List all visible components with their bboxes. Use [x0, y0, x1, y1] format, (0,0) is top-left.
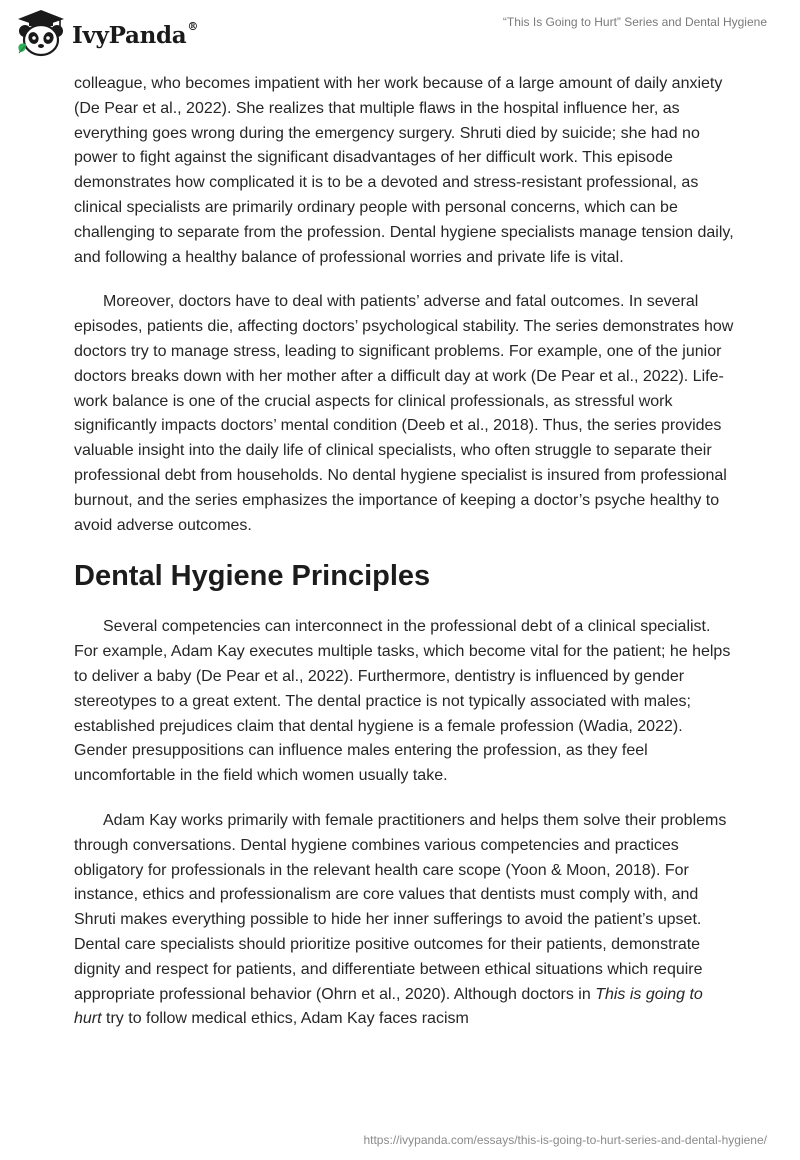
- section-heading: Dental Hygiene Principles: [74, 560, 431, 593]
- paragraph-3: Several competencies can interconnect in the professional debt of a clinical specialist. For example, Adam Kay executes multiple tasks, which become vital for the patient; he helps to deliver a baby (De Pear et al., 2022). Furthermore, dentistry is influenced by gender stereotypes to a great extent. The dental practice is not typically associated with males; established prejudices claim that dental hygiene is a female profession (Wadia, 2022). Gender presuppositions can influence males entering the profession, as they feel uncomfortable in the field which women usually take.: [74, 618, 731, 785]
- document-title: “This Is Going to Hurt” Series and Dental Hygiene: [502, 15, 767, 29]
- logo-wordmark: IvyPanda®: [72, 19, 199, 49]
- paragraph-4-text-a: Adam Kay works primarily with female practitioners and helps them solve their problems through conversations. Dental hygiene combines various competencies and practices obligatory for professionals in the relevant health care scope (Yoon & Moon, 2018). For instance, ethics and professionalism are core values that dentists must comply with, and Shruti makes everything possible to hide her inner sufferings to avoid the patient’s upset. Dental care specialists should prioritize positive outcomes for their patients, demonstrate dignity and respect for patients, and differentiate between ethical situations which require appropriate professional behavior (Ohrn et al., 2020). Although doctors in: [74, 811, 727, 1003]
- paragraph-1: colleague, who becomes impatient with her work because of a large amount of daily anxiety (De Pear et al., 2022). She realizes that multiple flaws in the hospital influence her, as everything goes wrong during the emergency surgery. Shruti died by suicide; she had no power to fight against the significant disadvantages of her difficult work. This episode demonstrates how complicated it is to be a devoted and stress-resistant professional, as clinical specialists are primarily ordinary people with personal concerns, which can be challenging to separate from the profession. Dental hygiene specialists manage tension daily, and following a healthy balance of professional worries and private life is vital.: [74, 75, 734, 266]
- series-title-italic: This is going to hurt: [74, 985, 703, 1028]
- paragraph-4: [74, 809, 734, 1032]
- page-header: [0, 0, 800, 70]
- paragraph-4-text-b: try to follow medical ethics, Adam Kay faces racism: [101, 1010, 469, 1028]
- source-url[interactable]: https://ivypanda.com/essays/this-is-going-to-hurt-series-and-dental-hygiene/: [363, 1133, 767, 1147]
- panda-graduate-icon: [14, 8, 68, 60]
- ivypanda-logo[interactable]: [14, 8, 198, 60]
- paragraph-2: Moreover, doctors have to deal with patients’ adverse and fatal outcomes. In several episodes, patients die, affecting doctors’ psychological stability. The series demonstrates how doctors try to manage stress, leading to significant problems. For example, one of the junior doctors breaks down with her mother after a difficult day at work (De Pear et al., 2022). Life-work balance is one of the crucial aspects for clinical professionals, as stressful work significantly impacts doctors’ mental condition (Deeb et al., 2018). Thus, the series provides valuable insight into the daily life of clinical specialists, who often struggle to separate their professional debt from households. No dental hygiene specialist is insured from professional burnout, and the series emphasizes the importance of keeping a doctor’s psyche healthy to avoid adverse outcomes.: [74, 293, 734, 534]
- essay-body: [74, 72, 734, 1032]
